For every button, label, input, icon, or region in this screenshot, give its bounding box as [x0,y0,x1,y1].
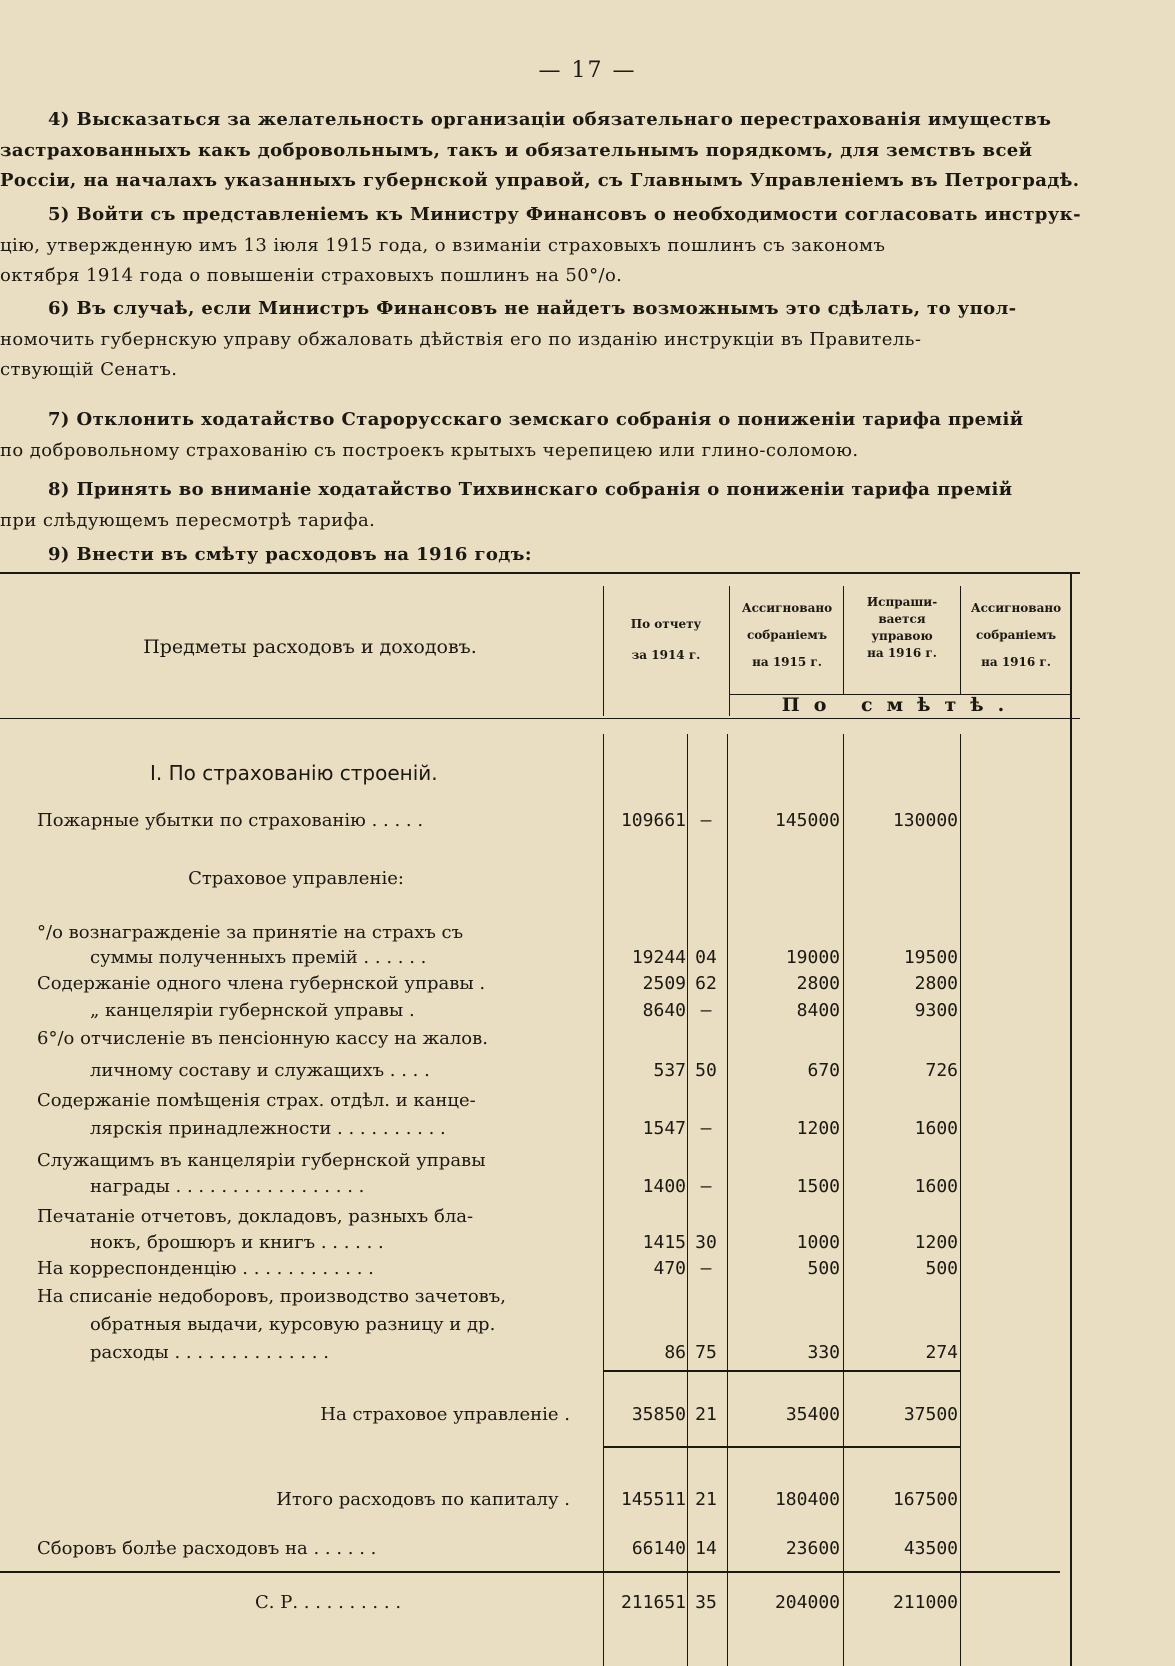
table-row [0,1118,1080,1148]
page-number: — 17 — [538,58,637,83]
kopeks-1914: 21 [695,1489,717,1510]
row-label: „ канцеляріи губернской управы . [90,1000,415,1021]
text-line: 7) Отклонить ходатайство Старорусскаго земскаго собранія о пониженіи тарифа премій [48,409,1024,430]
header-line: собраніемъ [975,628,1057,642]
value-1914: 66140 [631,1538,686,1559]
table-header-items: Предметы расходовъ и доходовъ. [143,636,477,658]
row-label: Печатаніе отчетовъ, докладовъ, разныхъ бла- [37,1206,474,1227]
value-1915: 2800 [796,973,840,994]
table-row [0,1090,1080,1120]
row-label: обратныя выдачи, курсовую разницу и др. [90,1314,496,1335]
row-label: расходы . . . . . . . . . . . . . . [90,1342,329,1363]
header-line: на 1916 г. [867,646,937,660]
value-1916: 2800 [914,973,958,994]
table-row [0,1342,1080,1372]
rule [0,718,1080,719]
value-1915: 204000 [774,1592,840,1613]
value-1915: 670 [807,1060,840,1081]
rule [960,586,961,694]
table-row [0,1258,1080,1288]
row-label: Сборовъ болѣе расходовъ на . . . . . . [37,1538,377,1559]
text-line: 4) Высказаться за желательность организаціи обязательнаго перестрахованія имуществъ [48,109,1052,130]
row-label: лярскія принадлежности . . . . . . . . . . [90,1118,446,1139]
row-label: личному составу и служащихъ . . . . [90,1060,430,1081]
kopeks-1914: — [700,810,712,831]
paragraph-4 [0,105,1130,197]
value-1915: 1000 [796,1232,840,1253]
value-1915: 1200 [796,1118,840,1139]
row-label: Пожарные убытки по страхованію . . . . . [37,810,424,831]
total-row [0,1404,1080,1434]
value-1916: 37500 [903,1404,958,1425]
value-1914: 470 [653,1258,686,1279]
col-header-request-1916 [845,594,959,662]
total-row [0,1592,1080,1622]
value-1914: 8640 [642,1000,686,1021]
value-1914: 86 [664,1342,686,1363]
row-label: Содержаніе помѣщенія страх. отдѣл. и канце- [37,1090,476,1111]
table-row [0,810,1080,840]
value-1916: 500 [925,1258,958,1279]
value-1916: 19500 [903,947,958,968]
rule [603,1370,960,1372]
value-1916: 1200 [914,1232,958,1253]
rule [603,1446,960,1448]
value-1914: 211651 [620,1592,686,1613]
text-line: 8) Принять во вниманіе ходатайство Тихвинскаго собранія о пониженіи тарифа премій [48,479,1013,500]
text-line: номочить губернскую управу обжаловать дѣйствія его по изданію инструкціи въ Правитель- [0,328,922,350]
po-smete-label: По смѣтѣ. [781,694,1019,716]
kopeks-1914: — [700,1176,712,1197]
col-header-1915 [731,598,843,673]
col-header-assigned-1916 [962,598,1070,673]
value-1916: 211000 [892,1592,958,1613]
table-row [0,1176,1080,1206]
table-row [0,868,1080,898]
row-label: Содержаніе одного члена губернской управы . [37,973,486,994]
row-label: На списаніе недоборовъ, производство зачетовъ, [37,1286,506,1307]
value-1915: 1500 [796,1176,840,1197]
row-label: награды . . . . . . . . . . . . . . . . . [90,1176,365,1197]
row-label: 6°/o отчисленіе въ пенсіонную кассу на жалов. [37,1028,488,1049]
header-line: на 1916 г. [981,655,1051,669]
table-row [0,1286,1080,1316]
value-1915: 23600 [785,1538,840,1559]
row-label: На страховое управленіе . [320,1404,570,1425]
paragraph-7 [0,405,1130,466]
section-title: I. По страхованію строеній. [150,761,438,785]
value-1916: 1600 [914,1118,958,1139]
paragraph-6 [0,294,1130,386]
value-1916: 274 [925,1342,958,1363]
text-line: 9) Внести въ смѣту расходовъ на 1916 годъ: [48,544,532,565]
header-line: за 1914 г. [631,648,701,662]
value-1914: 2509 [642,973,686,994]
budget-table [0,566,1080,1666]
rule [0,572,1080,574]
header-line: вается [878,612,926,626]
text-line: при слѣдующемъ пересмотрѣ тарифа. [0,509,376,531]
value-1916: 1600 [914,1176,958,1197]
value-1914: 109661 [620,810,686,831]
value-1914: 1400 [642,1176,686,1197]
row-label: суммы полученныхъ премій . . . . . . [90,947,427,968]
value-1914: 19244 [631,947,686,968]
value-1915: 330 [807,1342,840,1363]
kopeks-1914: 14 [695,1538,717,1559]
text-line: по добровольному страхованію съ построекъ крытыхъ черепицею или глино-соломою. [0,439,859,461]
kopeks-1914: — [700,1258,712,1279]
text-line: Россіи, на началахъ указанныхъ губернской управой, съ Главнымъ Управленіемъ въ Петроградѣ. [0,170,1080,191]
value-1914: 537 [653,1060,686,1081]
text-line: 6) Въ случаѣ, если Министръ Финансовъ не найдетъ возможнымъ это сдѣлать, то упол- [48,298,1017,319]
table-row [0,1028,1080,1058]
header-line: собраніемъ [746,628,828,642]
kopeks-1914: 35 [695,1592,717,1613]
paragraph-5 [0,200,1130,292]
kopeks-1914: 21 [695,1404,717,1425]
value-1914: 1547 [642,1118,686,1139]
row-label: °/o вознагражденіе за принятіе на страхъ съ [37,922,464,943]
text-line: ствующій Сенатъ. [0,359,178,380]
value-1916: 167500 [892,1489,958,1510]
value-1915: 35400 [785,1404,840,1425]
kopeks-1914: — [700,1000,712,1021]
paragraph-8 [0,475,1130,536]
value-1915: 8400 [796,1000,840,1021]
value-1916: 726 [925,1060,958,1081]
value-1916: 130000 [892,810,958,831]
kopeks-1914: 62 [695,973,717,994]
value-1914: 1415 [642,1232,686,1253]
text-line: застрахованныхъ какъ добровольнымъ, такъ и обязательнымъ порядкомъ, для земствъ всей [0,139,1033,161]
rule [603,586,604,716]
header-line: Ассигновано [970,601,1062,615]
value-1915: 500 [807,1258,840,1279]
value-1915: 145000 [774,810,840,831]
kopeks-1914: — [700,1118,712,1139]
col-header-1914 [605,614,727,666]
rule [843,586,844,694]
kopeks-1914: 04 [695,947,717,968]
value-1916: 43500 [903,1538,958,1559]
value-1914: 145511 [620,1489,686,1510]
row-label: нокъ, брошюръ и книгъ . . . . . . [90,1232,384,1253]
total-row [0,1489,1080,1519]
value-1915: 180400 [774,1489,840,1510]
row-label: Служащимъ въ канцеляріи губернской управы [37,1150,486,1171]
rule [0,1571,1060,1573]
table-row [0,1000,1080,1030]
table-row [0,1060,1080,1090]
header-line: управою [871,629,933,643]
value-1915: 19000 [785,947,840,968]
kopeks-1914: 75 [695,1342,717,1363]
row-label: Страховое управленіе: [188,868,404,889]
row-label: Итого расходовъ по капиталу . [276,1489,570,1510]
text-line: октября 1914 года о повышеніи страховыхъ пошлинъ на 50°/о. [0,265,623,286]
header-line: Ассигновано [741,601,833,615]
header-line: Испраши- [866,595,938,609]
value-1914: 35850 [631,1404,686,1425]
row-label: На корреспонденцію . . . . . . . . . . . . [37,1258,374,1279]
row-label: С. Р. . . . . . . . . . [255,1592,402,1613]
kopeks-1914: 30 [695,1232,717,1253]
total-row [0,1538,1080,1568]
value-1916: 9300 [914,1000,958,1021]
kopeks-1914: 50 [695,1060,717,1081]
table-row [0,1314,1080,1344]
text-line: 5) Войти съ представленіемъ къ Министру Финансовъ о необходимости согласовать инструк- [48,204,1081,225]
header-line: на 1915 г. [752,655,822,669]
header-line: По отчету [630,617,702,631]
table-row [0,973,1080,1003]
text-line: цію, утвержденную имъ 13 іюля 1915 года, о взиманіи страховыхъ пошлинъ съ закономъ [0,234,886,256]
